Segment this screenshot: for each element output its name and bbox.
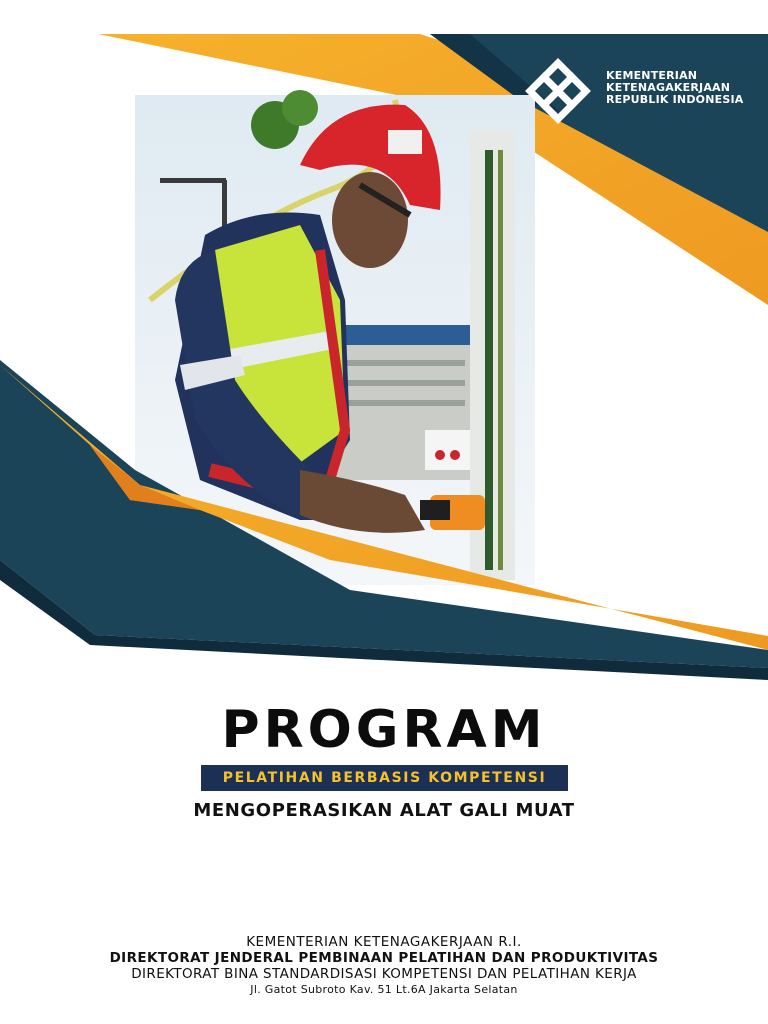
- footer-ministry: KEMENTERIAN KETENAGAKERJAAN R.I.: [246, 934, 522, 950]
- subtitle: PELATIHAN BERBASIS KOMPETENSI: [222, 770, 547, 786]
- footer-address: Jl. Gatot Subroto Kav. 51 Lt.6A Jakarta Selatan: [250, 983, 518, 996]
- kemnaker-logo-icon: [522, 58, 596, 124]
- ministry-logo-text: [606, 70, 743, 106]
- logo-line-1: KEMENTERIAN: [606, 69, 698, 82]
- logo-line-3: REPUBLIK INDONESIA: [606, 93, 744, 106]
- ministry-logo: [522, 58, 752, 118]
- page-title: PROGRAM: [221, 700, 547, 760]
- footer-directorate-general: DIREKTORAT JENDERAL PEMBINAAN PELATIHAN DAN PRODUKTIVITAS: [109, 950, 659, 966]
- footer-directorate: DIREKTORAT BINA STANDARDISASI KOMPETENSI DAN PELATIHAN KERJA: [131, 966, 637, 982]
- program-name: MENGOPERASIKAN ALAT GALI MUAT: [193, 800, 575, 821]
- subtitle-bar: [201, 765, 568, 791]
- logo-line-2: KETENAGAKERJAAN: [606, 81, 731, 94]
